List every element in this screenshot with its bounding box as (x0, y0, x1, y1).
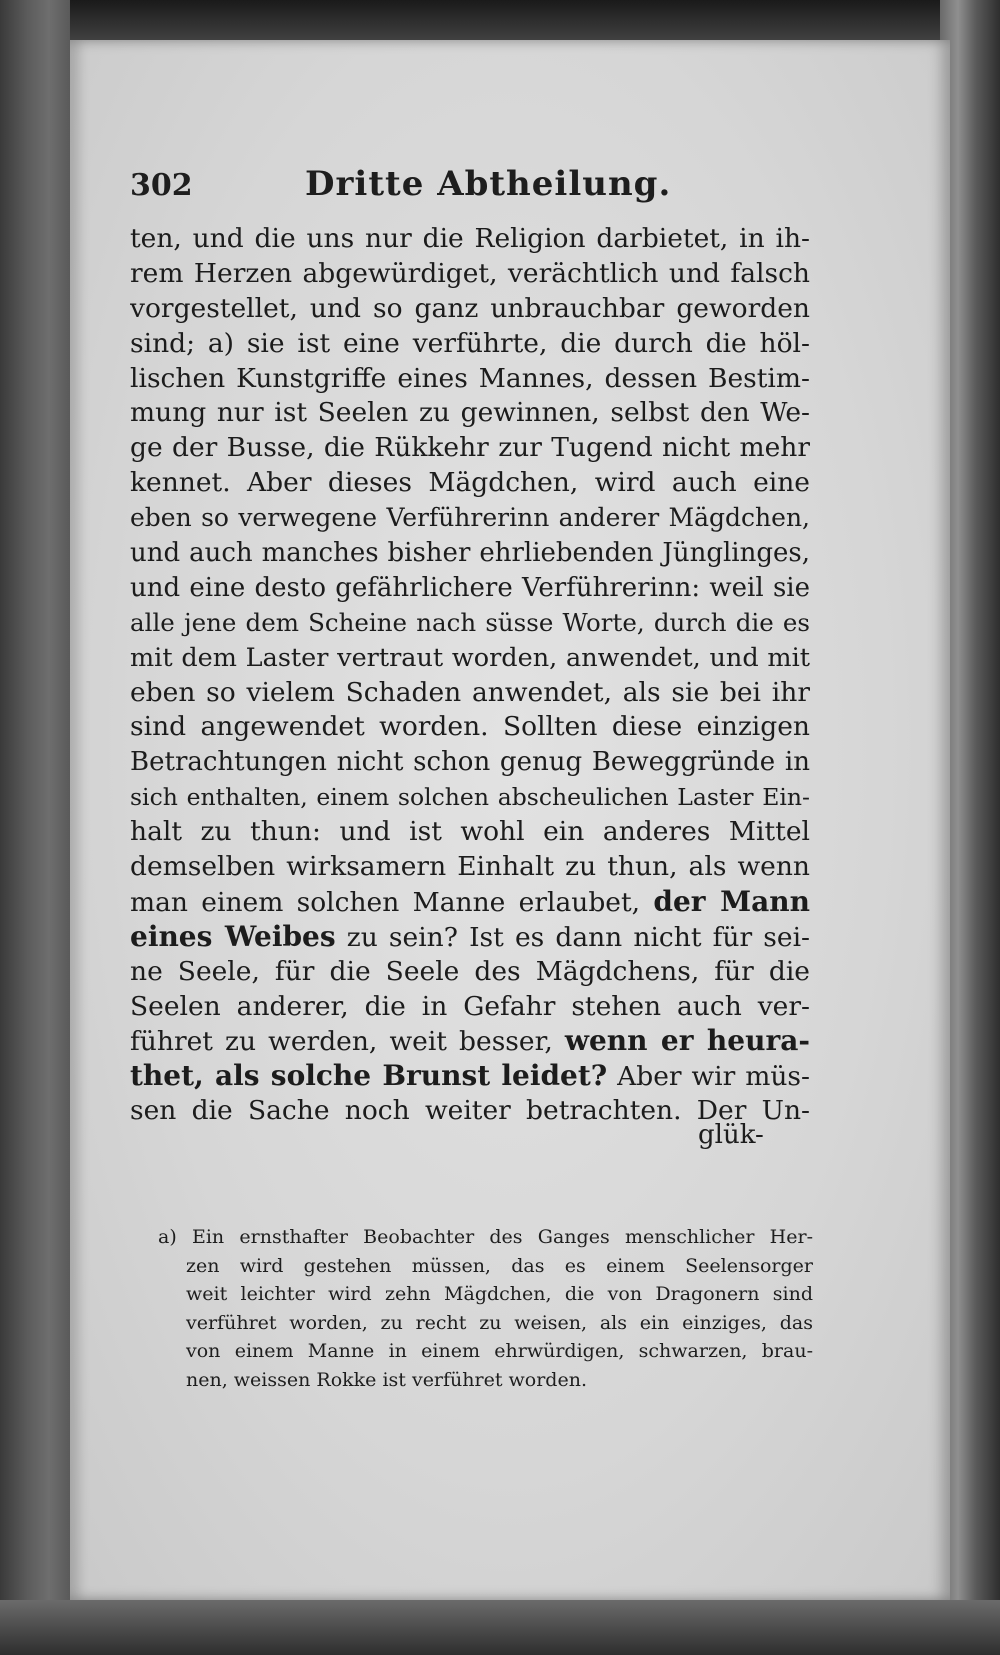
text-line: demselben wirksamern Einhalt zu thun, als wenn (130, 851, 810, 883)
text-line: vorgestellet, und so ganz unbrauchbar geworden (130, 292, 810, 324)
footnote-line: a) Ein ernsthafter Beobachter des Ganges menschlicher Her- (158, 1226, 813, 1248)
text-line: alle jene dem Scheine nach süsse Worte, durch die es (130, 607, 810, 637)
text-segment: führet zu werden, weit besser, (130, 1026, 553, 1058)
text-line: ten, und die uns nur die Religion darbietet, in ih- (130, 223, 810, 254)
footnote-line: nen, weissen Rokke ist verführet worden. (186, 1368, 587, 1391)
emphasized-text: der Mann (653, 884, 810, 918)
text-line: eben so verwegene Verführerinn anderer Mägdchen, (130, 503, 810, 533)
body-text (130, 222, 810, 1129)
text-line: halt zu thun: und ist wohl ein anderes Mittel (130, 816, 810, 848)
footnote-line: weit leichter wird zehn Mägdchen, die von Dragonern sind (186, 1283, 813, 1306)
text-line: rem Herzen abgewürdiget, verächtlich und falsch (130, 257, 810, 289)
text-line: kennet. Aber dieses Mägdchen, wird auch eine (130, 467, 810, 499)
text-line-with-emphasis (130, 920, 810, 955)
text-line: sen die Sache noch weiter betrachten. Der Un- (130, 1095, 810, 1127)
text-line: sind; a) sie ist eine verführte, die durch die höl- (130, 327, 810, 359)
footnote-line: verführet worden, zu recht zu weisen, als ein einziges, das (186, 1311, 813, 1334)
footnote-line: zen wird gestehen müssen, das es einem Seelensorger (186, 1254, 813, 1277)
emphasized-text: thet, als solche Brunst leidet? (130, 1059, 608, 1093)
text-segment: man einem solchen Manne erlaubet, (130, 886, 641, 918)
emphasized-text: eines Weibes (130, 919, 336, 953)
text-line: sich enthalten, einem solchen abscheulichen Laster Ein- (130, 783, 810, 812)
footnote-line: von einem Manne in einem ehrwürdigen, schwarzen, brau- (186, 1340, 813, 1363)
text-line-with-emphasis (130, 1059, 810, 1094)
footnote (158, 1223, 813, 1395)
page-header (130, 160, 710, 210)
book-edge-top (0, 0, 1000, 40)
text-line: ge der Busse, die Rükkehr zur Tugend nicht mehr (130, 432, 810, 464)
page-number: 302 (130, 168, 193, 203)
text-line: eben so vielem Schaden anwendet, als sie bei ihr (130, 676, 810, 708)
text-line-with-emphasis (130, 1024, 810, 1059)
running-title: Dritte Abtheilung. (305, 164, 672, 204)
text-line: Seelen anderer, die in Gefahr stehen auch ver- (130, 990, 810, 1022)
text-segment: Aber wir müs- (617, 1061, 810, 1093)
catchword: glük- (698, 1120, 764, 1150)
text-line: Betrachtungen nicht schon genug Beweggründe in (130, 747, 810, 778)
emphasized-text: wenn er heura- (564, 1024, 810, 1058)
text-line: mit dem Laster vertraut worden, anwendet, und mit (130, 642, 810, 673)
text-line: lischen Kunstgriffe eines Mannes, dessen Bestim- (130, 362, 810, 394)
text-line: mung nur ist Seelen zu gewinnen, selbst den We- (130, 397, 810, 429)
text-line: und eine desto gefährlichere Verführerinn: weil sie (130, 572, 810, 603)
text-line: ne Seele, für die Seele des Mägdchens, für die (130, 955, 810, 987)
text-segment: zu sein? Ist es dann nicht für sei- (346, 921, 810, 953)
text-line-with-emphasis (130, 885, 810, 920)
book-edge-left (0, 0, 70, 1655)
text-line: sind angewendet worden. Sollten diese einzigen (130, 711, 810, 743)
book-edge-bottom (0, 1600, 1000, 1655)
text-line: und auch manches bisher ehrliebenden Jünglinges, (130, 538, 810, 569)
